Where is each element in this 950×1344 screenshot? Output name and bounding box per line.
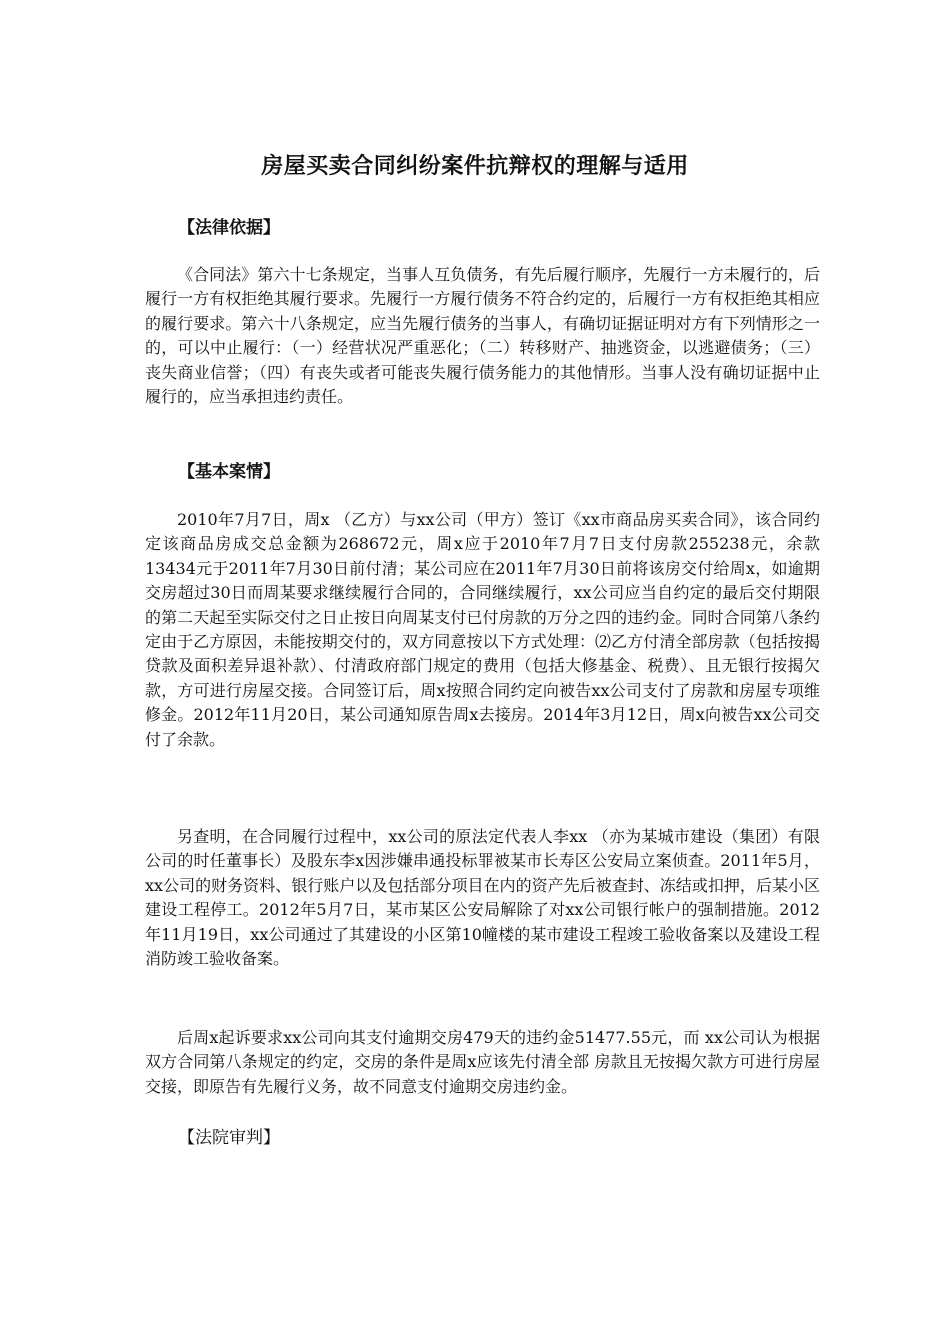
paragraph-basic-facts-2: 另查明，在合同履行过程中，xx公司的原法定代表人李xx （亦为某城市建设（集团）有限公司的时任董事长）及股东李x因涉嫌串通投标罪被某市长寿区公安局立案侦查。2011年5月，xx公司的财务资料、银行账户以及包括部分项目在内的资产先后被查封、冻结或扣押，后某小区建设工程停工。2012年5月7日，某市某区公安局解除了对xx公司银行帐户的强制措施。2012年11月19日，xx公司通过了其建设的小区第10幢楼的某市建设工程竣工验收备案以及建设工程消防竣工验收备案。 [145, 827, 820, 969]
paragraph-legal-basis: 《合同法》第六十七条规定，当事人互负债务，有先后履行顺序，先履行一方未履行的，后履行一方有权拒绝其履行要求。先履行一方履行债务不符合约定的，后履行一方有权拒绝其相应的履行要求。第六十八条规定，应当先履行债务的当事人，有确切证据证明对方有下列情形之一的，可以中止履行：（一）经营状况严重恶化；（二）转移财产、抽逃资金，以逃避债务；（三）丧失商业信誉；（四）有丧失或者可能丧失履行债务能力的其他情形。当事人没有确切证据中止 履行的，应当承担违约责任。 [145, 265, 820, 407]
section-heading-legal-basis: 【法律依据】 [178, 218, 280, 238]
paragraph-basic-facts-3: 后周x起诉要求xx公司向其支付逾期交房479天的违约金51477.55元，而 xx公司认为根据双方合同第八条规定的约定，交房的条件是周x应该先付清全部 房款且无按揭欠款方可进行房屋交接，即原告有先履行义务，故不同意支付逾期交房违约金。 [145, 1028, 820, 1096]
section-heading-court-judgment: 【法院审判】 [178, 1128, 280, 1148]
section-heading-basic-facts: 【基本案情】 [178, 462, 280, 482]
document-title: 房屋买卖合同纠纷案件抗辩权的理解与适用 [261, 153, 689, 179]
paragraph-basic-facts-1: 2010年7月7日，周x （乙方）与xx公司（甲方）签订《xx市商品房买卖合同》，该合同约定该商品房成交总金额为268672元，周x应于2010年7月7日支付房款255238元，余款13434元于2011年7月30日前付清；某公司应在2011年7月30日前将该房交付给周x，如逾期交房超过30日而周某要求继续履行合同的，合同继续履行，xx公司应当自约定的最后交付期限的第二天起至实际交付之日止按日向周某支付已付房款的万分之四的违约金。同时合同第八条约定由于乙方原因，未能按期交付的，双方同意按以下方式处理：⑵乙方付清全部房款（包括按揭贷款及面积差异退补款）、付清政府部门规定的费用（包括大修基金、税费）、且无银行按揭欠款，方可进行房屋交接。合同签订后，周x按照合同约定向被告xx公司支付了房款和房屋专项维修金。2012年11月20日，某公司通知原告周x去接房。2014年3月12日，周x向被告xx公司交付了余款。 [145, 510, 820, 749]
